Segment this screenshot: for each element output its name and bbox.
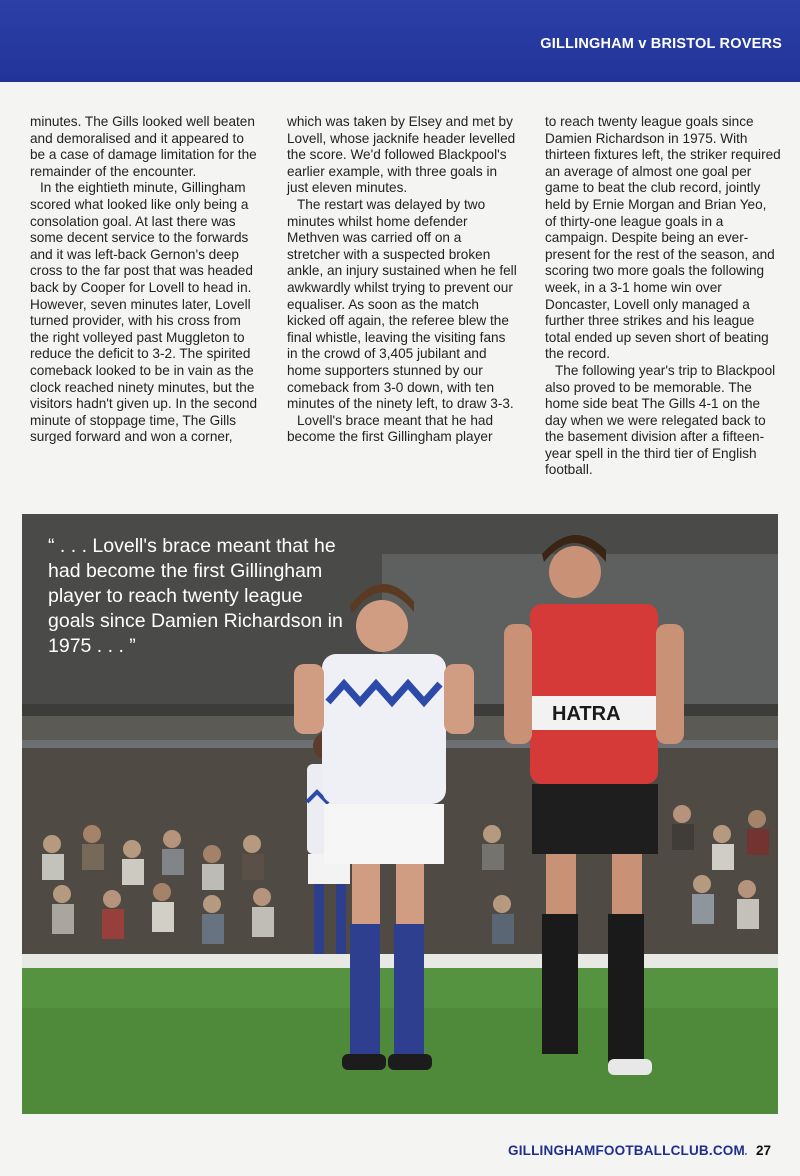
header-band	[0, 0, 800, 82]
article-column-3	[545, 114, 781, 479]
article-paragraph: Lovell's brace meant that he had become the first Gillingham player	[287, 412, 494, 445]
article-column-1	[30, 114, 262, 446]
footer-separator: .	[744, 1143, 748, 1158]
article-paragraph: The following year's trip to Blackpool also proved to be memorable. The home side beat The Gills 4-1 on the day when we were relegated back to the basement division after a fifteen-year spell in the third tier of English football.	[545, 362, 776, 478]
page-title: GILLINGHAM v BRISTOL ROVERS	[540, 36, 782, 52]
pull-quote: “ . . . Lovell's brace meant that he had become the first Gillingham player to reach twenty league goals since Damien Richardson in 1975 . . . ”	[48, 535, 343, 657]
match-photo	[22, 514, 778, 1114]
article-paragraph: minutes. The Gills looked well beaten and demoralised and it appeared to be a case of damage limitation for the remainder of the encounter.	[30, 114, 257, 179]
article-paragraph: The restart was delayed by two minutes whilst home defender Methven was carried off on a stretcher with a suspected broken ankle, an injury sustained when he fell awkwardly whilst trying to prevent our equaliser. As soon as the match kicked off again, the referee blew the final whistle, leaving the visiting fans in the crowd of 3,405 jubilant and home supporters stunned by our comeback from 3-0 down, with ten minutes of the ninety left, to draw 3-3.	[287, 196, 517, 412]
shirt-sponsor-text: HATRA	[552, 703, 621, 725]
article-column-2	[287, 114, 517, 446]
article-paragraph: which was taken by Elsey and met by Lovell, whose jacknife header levelled the score. We'd followed Blackpool's earlier example, with three goals in just eleven minutes.	[287, 114, 516, 196]
article-paragraph: to reach twenty league goals since Damien Richardson in 1975. With thirteen fixtures left, the striker required an average of almost one goal per game to beat the club record, jointly held by Ernie Morgan and Brian Yeo, of thirty-one league goals in a campaign. Despite being an ever-present for the rest of the season, and scoring two more goals the following week, in a 3-1 home win over Doncaster, Lovell only managed a further three strikes and his league total ended up seven short of beating the record.	[545, 114, 781, 362]
footer-website: GILLINGHAMFOOTBALLCLUB.COM	[508, 1143, 745, 1158]
article-paragraph: In the eightieth minute, Gillingham scored what looked like only being a consolation goal. At last there was some decent service to the forwards and it was left-back Gernon's deep cross to the far post that was headed back by Cooper for Lovell to head in. However, seven minutes later, Lovell turned provider, with his cross from the right volleyed past Muggleton to reduce the deficit to 3-2. The spirited comeback looked to be in vain as the clock reached ninety minutes, but the visitors hadn't given up. In the second minute of stoppage time, The Gills surged forward and won a corner,	[30, 180, 258, 445]
page-number: 27	[756, 1143, 772, 1158]
